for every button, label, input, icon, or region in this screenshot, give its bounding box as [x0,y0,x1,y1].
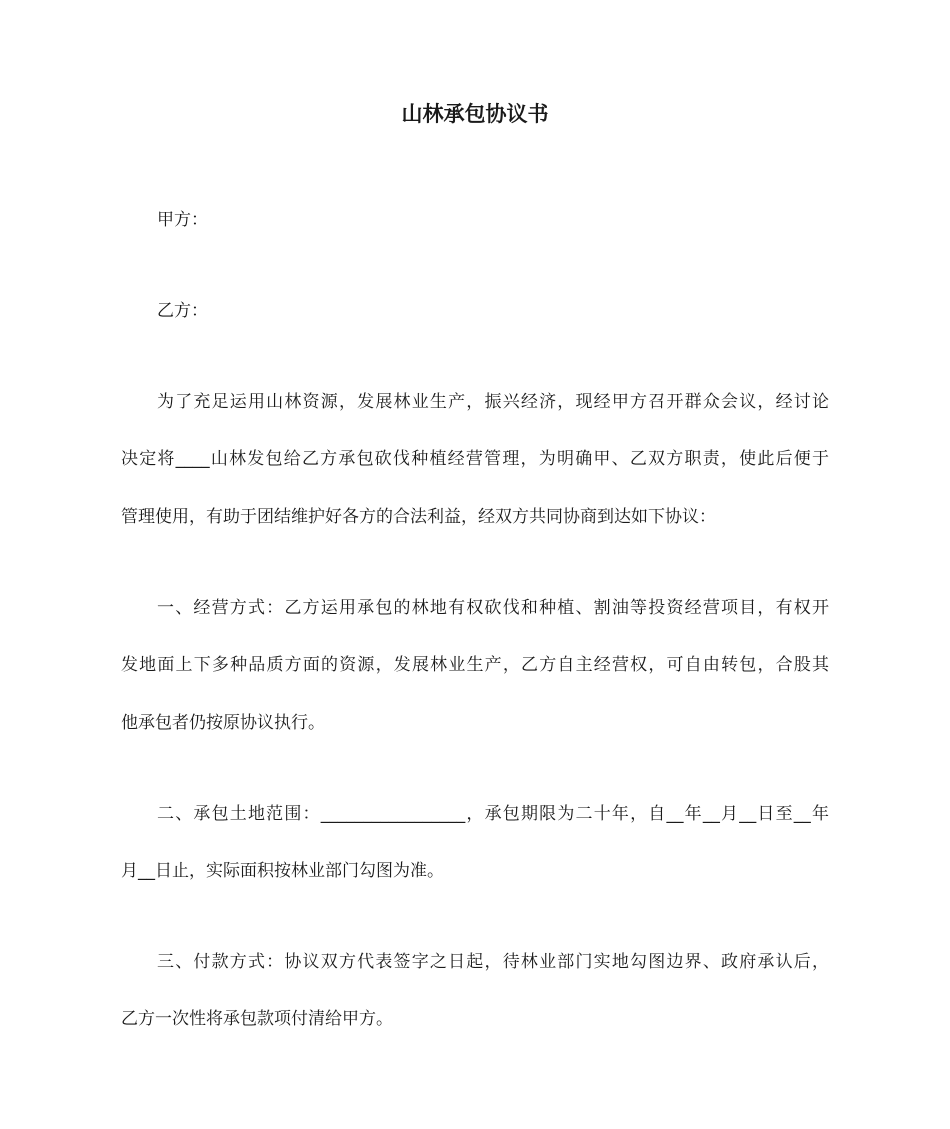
clause-2-line-1: 二、承包土地范围：_________________，承包期限为二十年，自__年__月__日至__年 [157,804,829,824]
intro-paragraph-line-2: 决定将____山林发包给乙方承包砍伐种植经营管理，为明确甲、乙双方职责，使此后便于 [121,449,829,469]
party-b-label: 乙方： [157,301,208,321]
clause-1-line-1: 一、经营方式：乙方运用承包的林地有权砍伐和种植、割油等投资经营项目，有权开 [157,598,829,618]
party-a-label: 甲方： [157,210,208,230]
clause-1-line-2: 发地面上下多种品质方面的资源，发展林业生产，乙方自主经营权，可自由转包，合股其 [121,655,829,675]
intro-paragraph-line-1: 为了充足运用山林资源，发展林业生产，振兴经济，现经甲方召开群众会议，经讨论 [157,392,829,412]
intro-paragraph-line-3: 管理使用，有助于团结维护好各方的合法利益，经双方共同协商到达如下协议： [121,507,716,527]
document-title: 山林承包协议书 [401,102,549,126]
clause-2-line-2: 月__日止，实际面积按林业部门勾图为准。 [121,861,444,881]
clause-3-line-2: 乙方一次性将承包款项付清给甲方。 [121,1009,393,1029]
clause-1-line-3: 他承包者仍按原协议执行。 [121,713,325,733]
clause-3-line-1: 三、付款方式：协议双方代表签字之日起，待林业部门实地勾图边界、政府承认后， [157,952,829,972]
